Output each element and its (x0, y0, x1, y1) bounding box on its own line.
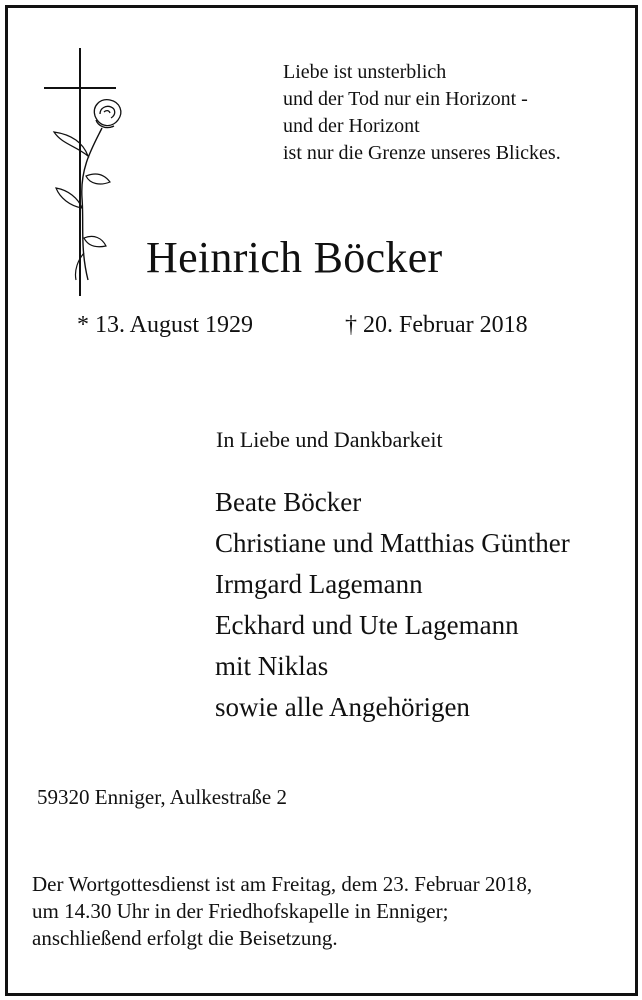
mourners-intro: In Liebe und Dankbarkeit (216, 427, 443, 452)
birth-date: * 13. August 1929 (77, 312, 254, 338)
mourner-name: mit Niklas (215, 651, 329, 681)
verse-line: ist nur die Grenze unseres Blickes. (283, 142, 561, 164)
mourner-name: Irmgard Lagemann (215, 569, 423, 599)
service-info (32, 871, 532, 952)
cross-with-rose-icon (40, 48, 130, 298)
death-date: † 20. Februar 2018 (345, 312, 528, 338)
family-address: 59320 Enniger, Aulkestraße 2 (37, 785, 287, 809)
service-line: anschließend erfolgt die Beisetzung. (32, 926, 338, 950)
verse (283, 59, 561, 167)
mourner-name: Beate Böcker (215, 487, 362, 517)
mourners-list (215, 482, 570, 728)
verse-line: Liebe ist unsterblich (283, 61, 447, 83)
deceased-name: Heinrich Böcker (146, 233, 443, 282)
mourner-name: Eckhard und Ute Lagemann (215, 610, 519, 640)
service-line: um 14.30 Uhr in der Friedhofskapelle in Enniger; (32, 899, 449, 923)
service-line: Der Wortgottesdienst ist am Freitag, dem 23. Februar 2018, (32, 872, 533, 896)
mourner-name: sowie alle Angehörigen (215, 692, 470, 722)
mourner-name: Christiane und Matthias Günther (215, 528, 570, 558)
verse-line: und der Horizont (283, 115, 420, 137)
verse-line: und der Tod nur ein Horizont - (283, 88, 528, 110)
